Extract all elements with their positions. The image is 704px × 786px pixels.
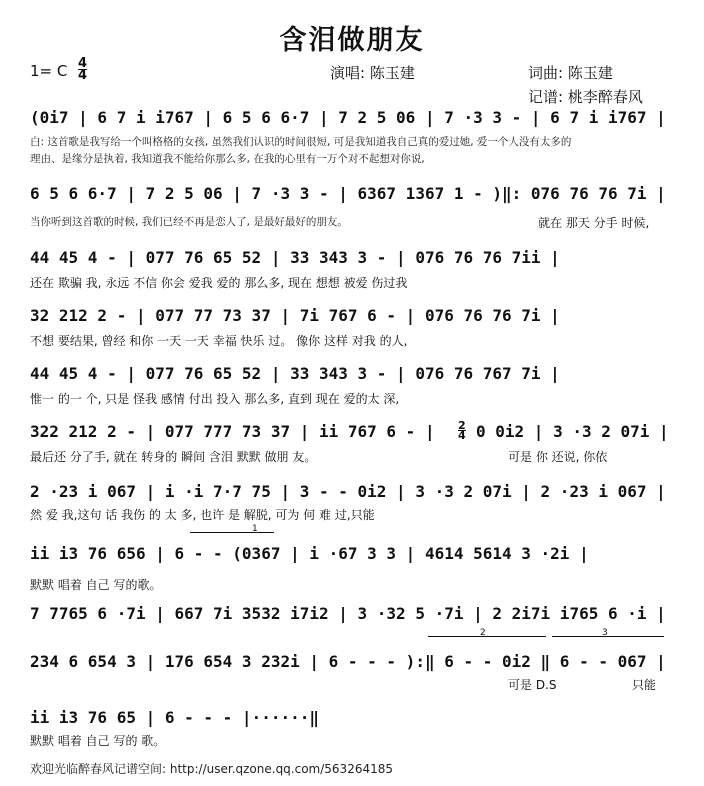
narration-line-2: 理由、是缘分是执着, 我知道我不能给你那么多, 在我的心里有一万个对不起想对你说, — [30, 153, 425, 165]
lyric-row-10-end: 只能 — [632, 678, 657, 692]
lyric-row-7: 然 爱 我,这句 话 我伤 的 太 多, 也许 是 解脱, 可为 何 难 过,只能 — [30, 508, 375, 522]
score-row-11: ii i3 76 65 | 6 - - - |······‖ — [30, 708, 319, 727]
lyric-row-6b: 可是 你 还说, 你依 — [508, 450, 608, 464]
lyric-row-2: 就在 那天 分手 时候, — [538, 216, 650, 230]
volta-1-label: 1 — [252, 524, 258, 534]
score-row-2: 6 5 6 6·7 | 7 2 5 06 | 7 ·3 3 - | 6367 1367 1 - )‖: 076 76 76 7i | — [30, 184, 666, 203]
lyric-row-11: 默默 唱着 自己 写的 歌。 — [30, 734, 166, 748]
lyric-row-8: 默默 唱着 自己 写的歌。 — [30, 578, 162, 592]
score-row-10: 234 6 654 3 | 176 654 3 232i | 6 - - - ):‖ 6 - - 0i2 ‖ 6 - - 067 | — [30, 652, 666, 671]
score-row-4: 32 212 2 - | 077 77 73 37 | 7i 767 6 - | 076 76 76 7i | — [30, 306, 560, 325]
narration-line-1: 白: 这首歌是我写给一个叫格格的女孩, 虽然我们认识的时间很短, 可是我知道我自己真的爱过她, 爱一个人没有太多的 — [30, 136, 572, 148]
score-row-9: 7 7765 6 ·7i | 667 7i 3532 i7i2 | 3 ·32 5 ·7i | 2 2i7i i765 6 ·i | — [30, 604, 666, 623]
score-row-1: (0i7 | 6 7 i i767 | 6 5 6 6·7 | 7 2 5 06 | 7 ·3 3 - | 6 7 i i767 | — [30, 108, 666, 127]
score-row-6: 322 212 2 - | 077 777 73 37 | ii 767 6 - | — [30, 422, 435, 441]
lyric-row-3: 还在 欺骗 我, 永远 不信 你会 爱我 爱的 那么多, 现在 想想 被爱 伤过我 — [30, 276, 408, 290]
singer-credit: 演唱: 陈玉建 — [330, 64, 415, 82]
score-row-5: 44 45 4 - | 077 76 65 52 | 33 343 3 - | 076 76 767 7i | — [30, 364, 560, 383]
song-title: 含泪做朋友 — [279, 25, 425, 56]
time-signature: $\frac{4}{4}$ — [78, 56, 88, 83]
score-row-3: 44 45 4 - | 077 76 65 52 | 33 343 3 - | 076 76 76 7ii | — [30, 248, 560, 267]
lyric-row-4: 不想 要结果, 曾经 和你 一天 一天 幸福 快乐 过。 像你 这样 对我 的人, — [30, 334, 408, 348]
composer-credit: 词曲: 陈玉建 — [528, 64, 613, 82]
footer-link-text: 欢迎光临醉春风记谱空间: http://user.qzone.qq.com/563264185 — [30, 762, 394, 776]
time-signature-change: $\frac{2}{4}$ — [458, 419, 466, 442]
score-row-8: ii i3 76 656 | 6 - - (0367 | i ·67 3 3 | 4614 5614 3 ·2i | — [30, 544, 589, 563]
volta-3-label: 3 — [602, 628, 608, 638]
volta-bracket-3 — [552, 636, 664, 637]
volta-bracket-1 — [190, 532, 274, 533]
score-row-7: 2 ·23 i 067 | i ·i 7·7 75 | 3 - - 0i2 | 3 ·3 2 07i | 2 ·23 i 067 | — [30, 482, 666, 501]
narration-line-3: 当你听到这首歌的时候, 我们已经不再是恋人了, 是最好最好的朋友。 — [30, 216, 348, 228]
score-row-6b: 0 0i2 | 3 ·3 2 07i | — [476, 422, 669, 441]
volta-bracket-2 — [428, 636, 546, 637]
lyric-row-6: 最后还 分了手, 就在 转身的 瞬间 含泪 默默 做朋 友。 — [30, 450, 317, 464]
lyric-row-5: 惟一 的一 个, 只是 怪我 感情 付出 投入 那么多, 直到 现在 爱的太 深, — [30, 392, 400, 406]
key-signature: 1= C — [30, 62, 68, 80]
transcriber-credit: 记谱: 桃李醉春风 — [528, 88, 643, 106]
volta-2-label: 2 — [480, 628, 486, 638]
lyric-row-10-ds: 可是 D.S — [508, 678, 557, 692]
